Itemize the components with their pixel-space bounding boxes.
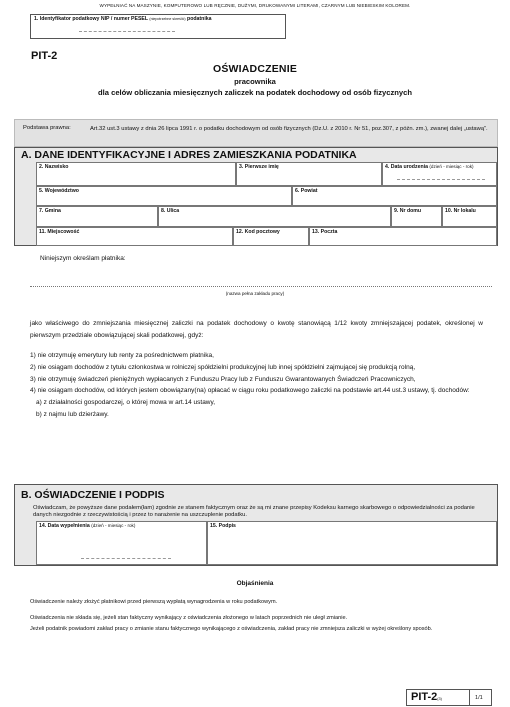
nip-pesel-box bbox=[30, 14, 286, 39]
footer-form-id bbox=[406, 689, 492, 706]
explanation-line: Oświadczenie należy złożyć płatnikowi przed pierwszą wypłatą wynagrodzenia w roku podatkowym. bbox=[30, 599, 278, 605]
form-code: PIT-2 bbox=[31, 50, 58, 62]
municipality-field[interactable]: 7. Gmina bbox=[36, 206, 158, 227]
city-field[interactable]: 11. Miejscowość bbox=[36, 227, 233, 246]
payer-intro: Niniejszym określam płatnika: bbox=[40, 255, 126, 262]
payer-name-line[interactable] bbox=[30, 286, 492, 287]
declaration-body: jako właściwego do zmniejszania miesięcznej zaliczki na podatek dochodowy o kwotę stanowiącą 1/12 kwoty zmniejszającej podatek, określonej w pierwszym przedziale obowiązującej skali podatkowej, gdyż: bbox=[30, 320, 483, 339]
post-office-field[interactable]: 13. Poczta bbox=[309, 227, 497, 246]
postal-code-field[interactable]: 12. Kod pocztowy bbox=[233, 227, 309, 246]
apartment-number-field[interactable]: 10. Nr lokalu bbox=[442, 206, 497, 227]
form-title: OŚWIADCZENIE bbox=[212, 63, 298, 75]
condition-item: 4) nie osiągam dochodów, od których jestem obowiązany(na) opłacać w ciągu roku podatkowego zaliczki na podstawie art.44 ust.3 ustawy, tj. dochodów: bbox=[30, 387, 470, 395]
county-field[interactable]: 6. Powiat bbox=[292, 186, 497, 206]
form-subtitle: pracownika bbox=[234, 77, 276, 86]
explanation-line: Oświadczenia nie składa się, jeżeli stan faktyczny wynikający z oświadczenia złożonego w latach poprzednich nie uległ zmianie. bbox=[30, 615, 348, 621]
form-subtitle-purpose: dla celów obliczania miesięcznych zaliczek na podatek dochodowy od osób fizycznych bbox=[98, 88, 412, 97]
signature-field[interactable]: 15. Podpis bbox=[207, 521, 497, 565]
footer-form-code: PIT-2(3) bbox=[411, 691, 442, 703]
section-b-heading: B. OŚWIADCZENIE I PODPIS bbox=[21, 489, 165, 501]
section-b bbox=[14, 484, 498, 566]
legal-basis-text: Art.32 ust.3 ustawy z dnia 26 lipca 1991 r. o podatku dochodowym od osób fizycznych (Dz.U. z 2010 r. Nr 51, poz.307, z późn. zm.), zwanej dalej „ustawą”. bbox=[90, 126, 488, 132]
house-number-field[interactable]: 9. Nr domu bbox=[391, 206, 442, 227]
first-name-field[interactable]: 3. Pierwsze imię bbox=[236, 162, 382, 186]
conditions-list bbox=[30, 350, 483, 421]
explanations-title: Objaśnienia bbox=[236, 580, 274, 587]
street-field[interactable]: 8. Ulica bbox=[158, 206, 391, 227]
condition-subitem: b) z najmu lub dzierżawy. bbox=[36, 410, 109, 418]
legal-basis bbox=[14, 119, 498, 147]
voivodeship-field[interactable]: 5. Województwo bbox=[36, 186, 292, 206]
nip-pesel-label: 1. Identyfikator podatkowy NIP / numer PESEL (niepotrzebne skreślić) podatnika bbox=[34, 16, 212, 22]
birth-date-field[interactable]: 4. Data urodzenia (dzień - miesiąc - rok) bbox=[382, 162, 497, 186]
legal-basis-label: Podstawa prawna: bbox=[23, 125, 71, 131]
explanation-line: Jeżeli podatnik powiadomi zakład pracy o zmianie stanu faktycznego wynikającego z oświadczenia, zakład pracy nie zmniejsza zaliczki w wyżej określony sposób. bbox=[30, 626, 433, 632]
condition-item: 3) nie otrzymuję świadczeń pieniężnych wypłacanych z Funduszu Pracy lub z Funduszu Gwarantowanych Świadczeń Pracowniczych, bbox=[30, 375, 416, 383]
surname-field[interactable]: 2. Nazwisko bbox=[36, 162, 236, 186]
condition-item: 2) nie osiągam dochodów z tytułu członkostwa w rolniczej spółdzielni produkcyjnej lub innej spółdzielni zajmującej się produkcją rolną, bbox=[30, 363, 416, 371]
birth-date-line bbox=[397, 179, 485, 180]
condition-item: 1) nie otrzymuję emerytury lub renty za pośrednictwem płatnika, bbox=[30, 352, 214, 359]
section-a bbox=[14, 147, 498, 246]
condition-subitem: a) z działalności gospodarczej, o której mowa w art.14 ustawy, bbox=[36, 399, 216, 407]
section-a-heading: A. DANE IDENTYFIKACYJNE I ADRES ZAMIESZKANIA PODATNIKA bbox=[21, 149, 357, 161]
section-b-statement: Oświadczam, że powyższe dane podałem(łam) zgodnie ze stanem faktycznym oraz że są mi znane przepisy Kodeksu karnego skarbowego o odpowiedzialności za podanie danych niezgodnie z rzeczywistością i przez to narażenie na uszczuplenie podatku. bbox=[33, 505, 475, 518]
payer-name-caption: (nazwa pełna zakładu pracy) bbox=[225, 291, 285, 296]
completion-date-field[interactable]: 14. Data wypełnienia (dzień - miesiąc - rok) bbox=[36, 521, 207, 565]
completion-date-line bbox=[81, 558, 171, 559]
top-instruction: WYPEŁNIAĆ NA MASZYNIE, KOMPUTEROWO LUB RĘCZNIE, DUŻYMI, DRUKOWANYMI LITERAMI, CZARNYM LUB NIEBIESKIM KOLOREM. bbox=[99, 3, 411, 8]
nip-pesel-input[interactable] bbox=[79, 31, 175, 32]
footer-divider bbox=[469, 690, 470, 705]
page-number: 1/1 bbox=[475, 695, 483, 701]
